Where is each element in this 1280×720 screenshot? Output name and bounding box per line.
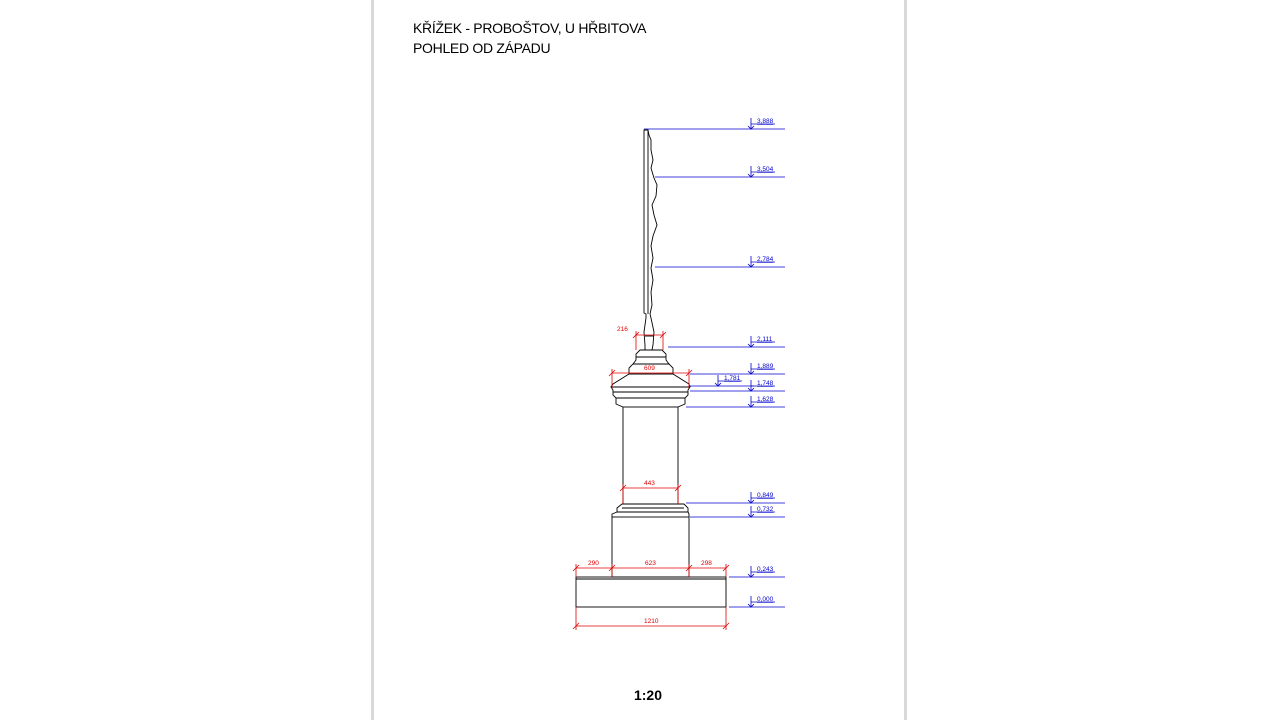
dim-label-298: 298	[701, 560, 712, 567]
level-label: 0,732	[757, 506, 774, 513]
level-label: 3,504	[757, 166, 774, 173]
level-label: 0,000	[757, 596, 774, 603]
dim-label-1210: 1210	[644, 618, 659, 625]
level-label: 0,243	[757, 566, 774, 573]
level-label: 0,849	[757, 492, 774, 499]
title-line-1: KŘÍŽEK - PROBOŠTOV, U HŘBITOVA	[413, 20, 647, 36]
base-plinth	[576, 577, 726, 607]
cross-post	[644, 130, 657, 350]
level-label: 3,888	[757, 118, 774, 125]
lower-moulding	[612, 504, 689, 517]
drawing-scale: 1:20	[633, 687, 663, 703]
level-label: 1,628	[757, 396, 774, 403]
level-labels	[724, 118, 774, 603]
level-label: 2,111	[757, 336, 773, 343]
dim-label-623: 623	[645, 560, 656, 567]
dim-label-609: 609	[644, 365, 655, 372]
dim-label-443: 443	[644, 480, 655, 487]
level-label: 1,889	[757, 363, 774, 370]
dim-label-290: 290	[588, 560, 599, 567]
capital	[611, 387, 690, 407]
dimension-labels	[588, 326, 712, 625]
shaft	[623, 407, 678, 504]
level-label: 1,781	[724, 375, 741, 382]
dim-label-216: 216	[617, 326, 628, 333]
level-label: 2,784	[757, 256, 774, 263]
title-line-2: POHLED OD ZÁPADU	[413, 40, 551, 56]
level-label: 1,748	[757, 380, 774, 387]
